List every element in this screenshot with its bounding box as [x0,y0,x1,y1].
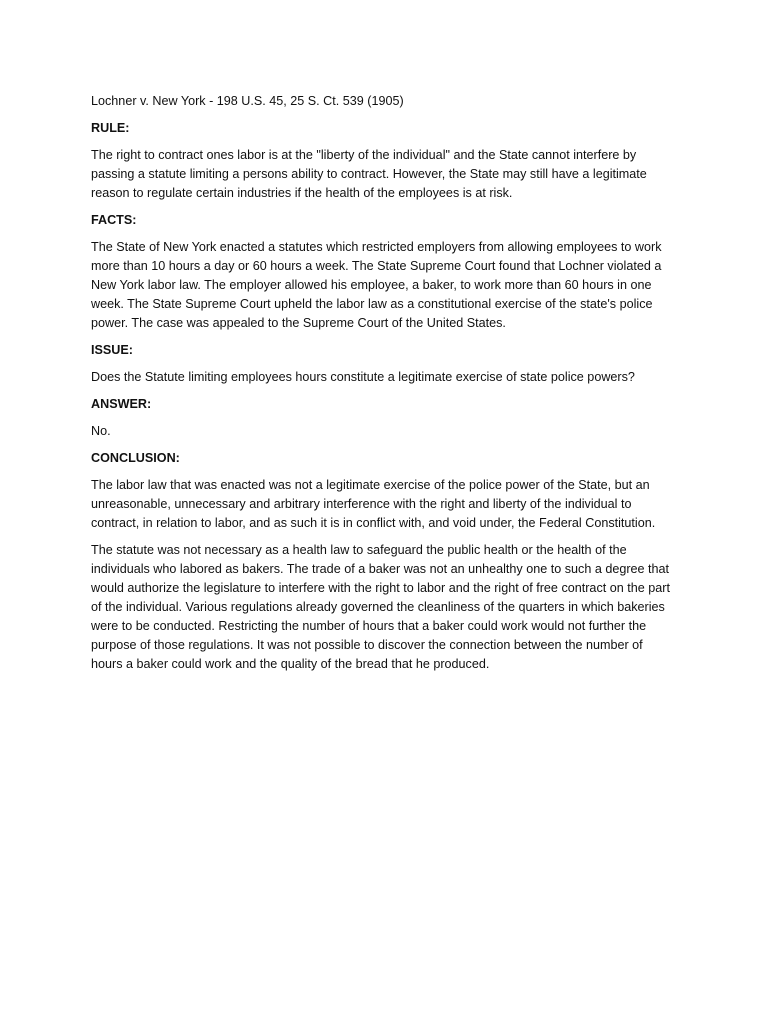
rule-text: The right to contract ones labor is at the "liberty of the individual" and the State cannot interfere by passing a statute limiting a persons ability to contract. However, the State may still have a legitimate reason to regulate certain industries if the health of the employees is at risk. [91,148,647,200]
case-title: Lochner v. New York - 198 U.S. 45, 25 S. Ct. 539 (1905) [91,94,404,108]
conclusion-paragraph-1: The labor law that was enacted was not a legitimate exercise of the police power of the State, but an unreasonable, unnecessary and arbitrary interference with the right and liberty of the individual to contract, in relation to labor, and as such it is in conflict with, and void under, the Federal Constitution. [91,478,656,530]
facts-heading: FACTS: [91,213,137,227]
conclusion-paragraph-2: The statute was not necessary as a health law to safeguard the public health or the health of the individuals who labored as bakers. The trade of a baker was not an unhealthy one to such a degree that would authorize the legislature to interfere with the right to labor and the right of free contract on the part of the individual. Various regulations already governed the cleanliness of the quarters in which bakeries were to be conducted. Restricting the number of hours that a baker could work would not further the purpose of those regulations. It was not possible to discover the connection between the number of hours a baker could work and the quality of the bread that he produced. [91,543,670,671]
facts-text: The State of New York enacted a statutes which restricted employers from allowing employees to work more than 10 hours a day or 60 hours a week. The State Supreme Court found that Lochner violated a New York labor law. The employer allowed his employee, a baker, to work more than 60 hours in one week. The State Supreme Court upheld the labor law as a constitutional exercise of the state's police power. The case was appealed to the Supreme Court of the United States. [91,240,662,330]
issue-heading: ISSUE: [91,343,133,357]
answer-text: No. [91,424,111,438]
conclusion-heading: CONCLUSION: [91,451,180,465]
rule-heading: RULE: [91,121,130,135]
document-body [91,92,676,682]
answer-heading: ANSWER: [91,397,152,411]
issue-text: Does the Statute limiting employees hours constitute a legitimate exercise of state police powers? [91,370,635,384]
